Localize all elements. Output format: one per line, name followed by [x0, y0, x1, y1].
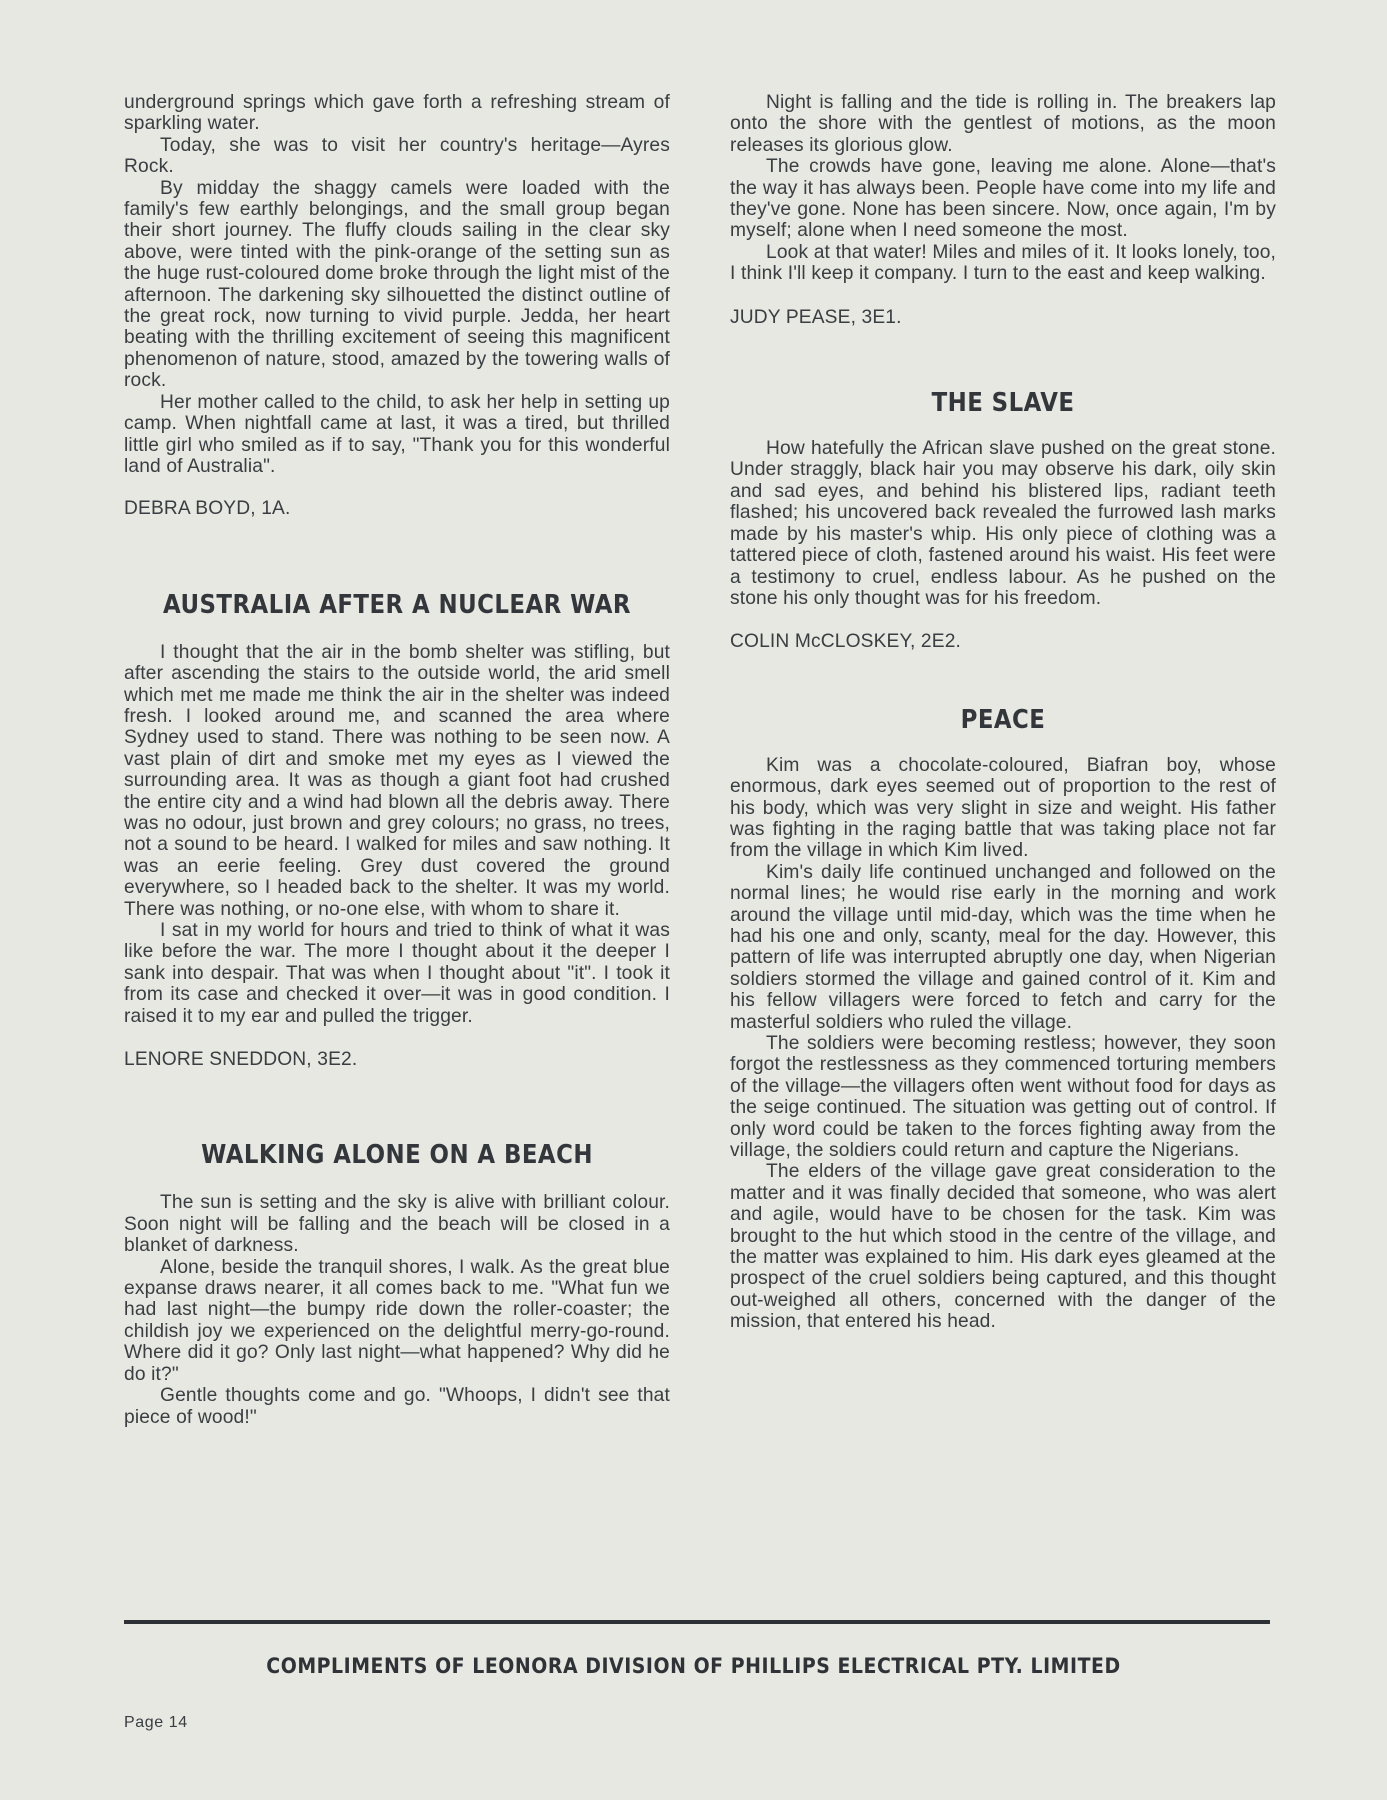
byline-colin-mccloskey: COLIN McCLOSKEY, 2E2. — [730, 631, 961, 653]
right-column — [730, 92, 1276, 1333]
paragraph: The sun is setting and the sky is alive with brilliant colour. Soon night will be falling and the beach will be closed in a blanket of darkness. — [124, 1192, 670, 1257]
left-column — [124, 92, 670, 1428]
paragraph: Kim was a chocolate-coloured, Biafran boy, whose enormous, dark eyes seemed out of proportion to the rest of his body, which was very slight in size and weight. His father was fighting in the raging battle that was taking place not far from the village in which Kim lived. — [730, 754, 1276, 862]
paragraph: Kim's daily life continued unchanged and followed on the normal lines; he would rise early in the morning and work around the village until mid-day, which was the time when he had his one and only, scanty, meal for the day. However, this pattern of life was interrupted abruptly one day, when Nigerian soldiers stormed the village and gained control of it. Kim and his fellow villagers were forced to fetch and carry for the masterful soldiers who ruled the village. — [730, 861, 1276, 1033]
paragraph: The elders of the village gave great consideration to the matter and it was finally decided that someone, who was alert and agile, would have to be chosen for the task. Kim was brought to the hut which stood in the centre of the village, and the matter was explained to him. His dark eyes gleamed at the prospect of the cruel soldiers being captured, and this thought out-weighed all others, concerned with the danger of the mission, that entered his head. — [730, 1161, 1276, 1333]
paragraph: Gentle thoughts come and go. "Whoops, I didn't see that piece of wood!" — [124, 1385, 670, 1428]
title-australia-after-nuclear-war: AUSTRALIA AFTER A NUCLEAR WAR — [163, 589, 631, 620]
paragraph: By midday the shaggy camels were loaded with the family's few earthly belongings, and the small group began their short journey. The fluffy clouds sailing in the clear sky above, were tinted with the pink-orange of the setting sun as the huge rust-coloured dome broke through the light mist of the afternoon. The darkening sky silhouetted the distinct outline of the great rock, now turning to vivid purple. Jedda, her heart beating with the thrilling excitement of seeing this magnificent phenomenon of nature, stood, amazed by the towering walls of rock. — [124, 177, 670, 392]
footer-divider — [124, 1620, 1270, 1624]
sponsor-footer: COMPLIMENTS OF LEONORA DIVISION OF PHILLIPS ELECTRICAL PTY. LIMITED — [266, 1654, 1121, 1678]
byline-lenore-sneddon: LENORE SNEDDON, 3E2. — [124, 1049, 358, 1071]
paragraph: I sat in my world for hours and tried to think of what it was like before the war. The more I thought about it the deeper I sank into despair. That was when I thought about "it". I took it from its case and checked it over—it was in good condition. I raised it to my ear and pulled the trigger. — [124, 920, 670, 1027]
title-peace: PEACE — [960, 704, 1046, 735]
byline-debra-boyd: DEBRA BOYD, 1A. — [124, 498, 291, 520]
paragraph: Today, she was to visit her country's heritage—Ayres Rock. — [124, 134, 670, 178]
paragraph: Alone, beside the tranquil shores, I walk. As the great blue expanse draws nearer, it all comes back to me. "What fun we had last night—the bumpy ride down the roller-coaster; the childish joy we experienced on the delightful merry-go-round. Where did it go? Only last night—what happened? Why did he do it?" — [124, 1256, 670, 1385]
paragraph: Night is falling and the tide is rolling in. The breakers lap onto the shore with the gentlest of motions, as the moon releases its glorious glow. — [730, 92, 1276, 156]
page-number: Page 14 — [124, 1714, 188, 1731]
paragraph: Look at that water! Miles and miles of it. It looks lonely, too, I think I'll keep it company. I turn to the east and keep walking. — [730, 241, 1276, 285]
paragraph: The crowds have gone, leaving me alone. Alone—that's the way it has always been. People have come into my life and they've gone. None has been sincere. Now, once again, I'm by myself; alone when I need someone the most. — [730, 156, 1276, 242]
title-walking-alone-on-a-beach: WALKING ALONE ON A BEACH — [201, 1140, 593, 1171]
title-the-slave: THE SLAVE — [931, 388, 1075, 419]
paragraph: I thought that the air in the bomb shelter was stifling, but after ascending the stairs to the outside world, the arid smell which met me made me think the air in the shelter was indeed fresh. I looked around me, and scanned the area where Sydney used to stand. There was nothing to be seen now. A vast plain of dirt and smoke met my eyes as I viewed the surrounding area. It was as though a giant foot had crushed the entire city and a wind had blown all the debris away. There was no odour, just brown and grey colours; no grass, no trees, not a sound to be heard. I walked for miles and saw nothing. It was an eerie feeling. Grey dust covered the ground everywhere, so I headed back to the shelter. It was my world. There was nothing, or no-one else, with whom to share it. — [124, 641, 670, 920]
paragraph: underground springs which gave forth a refreshing stream of sparkling water. — [124, 92, 670, 135]
paragraph: How hatefully the African slave pushed on the great stone. Under straggly, black hair you may observe his dark, oily skin and sad eyes, and behind his blistered lips, radiant teeth flashed; his uncovered back revealed the furrowed lash marks made by his master's whip. His only piece of clothing was a tattered piece of cloth, fastened around his waist. His feet were a testimony to cruel, endless labour. As he pushed on the stone his only thought was for his freedom. — [730, 438, 1276, 609]
paragraph: The soldiers were becoming restless; however, they soon forgot the restlessness as they commenced torturing members of the village—the villagers often went without food for days as the seige continued. The situation was getting out of control. If only word could be taken to the forces fighting away from the village, the soldiers could return and capture the Nigerians. — [730, 1033, 1276, 1162]
byline-judy-pease: JUDY PEASE, 3E1. — [730, 306, 902, 328]
paragraph: Her mother called to the child, to ask her help in setting up camp. When nightfall came at last, it was a tired, but thrilled little girl who smiled as if to say, "Thank you for this wonderful land of Australia". — [124, 391, 670, 477]
